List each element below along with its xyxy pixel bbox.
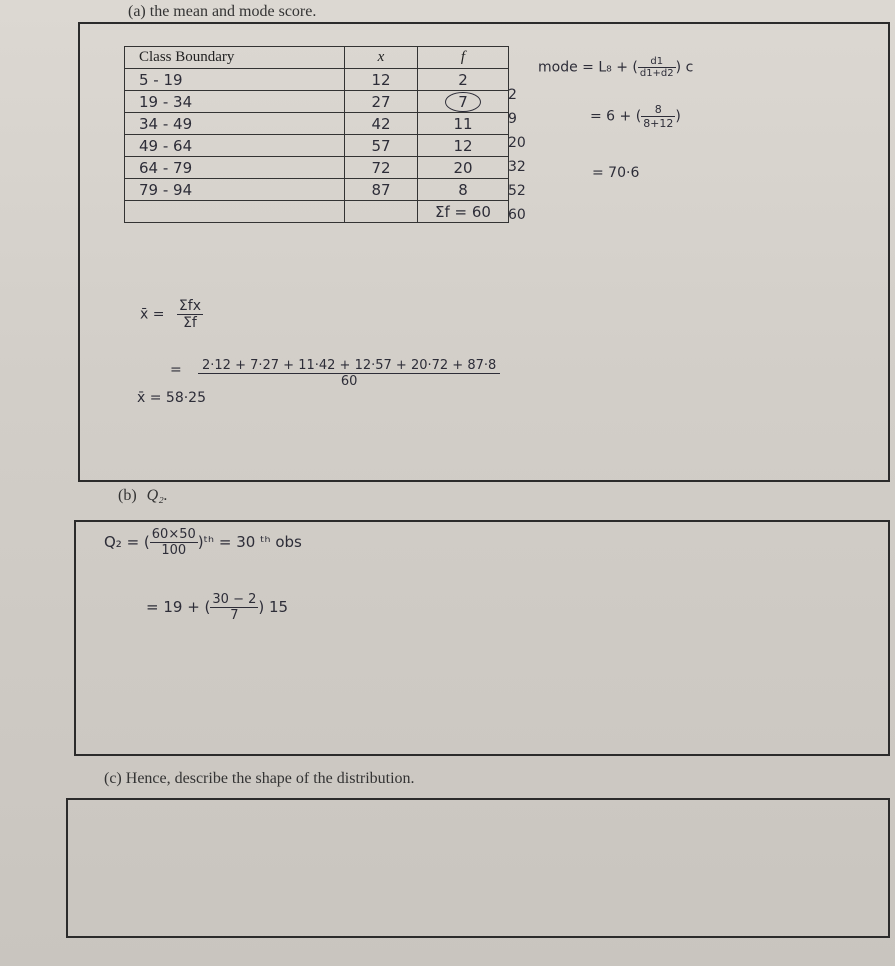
cumulative-freq: 52 — [508, 183, 526, 199]
mode-sub-fraction — [641, 103, 675, 130]
median-calculation — [146, 592, 288, 623]
mean-eq-sign: = — [170, 362, 182, 378]
mean-fraction-num: Σfx — [178, 298, 201, 314]
median-calc-num: 30 − 2 — [212, 592, 257, 607]
median-calc-tail: ) 15 — [258, 598, 289, 616]
median-position-num: 60×50 — [151, 527, 196, 542]
mode-fraction-den: d1+d2 — [639, 68, 674, 79]
mode-fraction — [638, 56, 676, 79]
median-position-tail: )ᵗʰ = 30 ᵗʰ obs — [197, 533, 302, 551]
median-position-den: 100 — [161, 543, 187, 558]
median-position — [104, 527, 302, 558]
table-row — [125, 135, 509, 157]
mean-fraction-den: Σf — [183, 315, 197, 331]
mode-substitution — [590, 103, 681, 130]
mean-fraction — [177, 298, 203, 331]
question-c: (c) Hence, describe the shape of the distribution. — [104, 770, 415, 787]
cumulative-freq: 32 — [508, 159, 526, 175]
mean-result: x̄ = 58·25 — [137, 390, 206, 406]
cell-x: 12 — [345, 69, 418, 91]
mean-expression-num: 2·12 + 7·27 + 11·42 + 12·57 + 20·72 + 87·8 — [198, 358, 500, 374]
cell-class: 19 - 34 — [125, 91, 345, 113]
mode-result: = 70·6 — [592, 165, 640, 181]
mode-formula-tail: ) c — [675, 59, 694, 76]
mode-sub-tail: ) — [675, 108, 681, 125]
cell-class: 34 - 49 — [125, 113, 345, 135]
cell-class: 64 - 79 — [125, 157, 345, 179]
cell-f: 11 — [418, 113, 509, 135]
cumulative-freq: 9 — [508, 111, 517, 127]
cell-x: 57 — [345, 135, 418, 157]
frequency-table — [124, 46, 509, 223]
median-calc-den: 7 — [230, 608, 239, 623]
cell-f-circled — [418, 91, 509, 113]
mode-formula-lead: mode = L₈ + ( — [538, 59, 638, 76]
mean-expression-fraction — [198, 358, 500, 389]
header-class-boundary: Class Boundary — [125, 47, 345, 69]
mode-sub-lead: = 6 + ( — [590, 108, 642, 125]
cell-x: 42 — [345, 113, 418, 135]
cell-x: 27 — [345, 91, 418, 113]
table-header-row — [125, 47, 509, 69]
cumulative-freq: 60 — [508, 207, 526, 223]
mode-fraction-num: d1 — [638, 56, 676, 68]
cumulative-freq: 20 — [508, 135, 526, 151]
mode-sub-num: 8 — [641, 103, 675, 117]
mean-label: x̄ = — [140, 306, 165, 323]
table-row — [125, 113, 509, 135]
cell-f: 8 — [418, 179, 509, 201]
table-row — [125, 69, 509, 91]
cell-f: 2 — [418, 69, 509, 91]
question-b-var: Q₂. — [146, 487, 168, 504]
median-calc-lead: = 19 + ( — [146, 598, 211, 616]
mode-formula — [538, 56, 693, 79]
cumulative-freq: 2 — [508, 87, 517, 103]
question-b — [118, 487, 168, 505]
cell-empty — [345, 201, 418, 223]
answer-box-c — [66, 798, 890, 938]
mean-expression-den: 60 — [340, 374, 358, 389]
cell-empty — [125, 201, 345, 223]
cell-f: 12 — [418, 135, 509, 157]
table-row — [125, 157, 509, 179]
circled-frequency: 7 — [445, 92, 481, 112]
header-x: x — [345, 47, 418, 69]
table-total-row — [125, 201, 509, 223]
mean-formula — [140, 298, 203, 331]
mode-sub-den: 8+12 — [643, 117, 674, 130]
cell-class: 5 - 19 — [125, 69, 345, 91]
cell-class: 49 - 64 — [125, 135, 345, 157]
table-row — [125, 179, 509, 201]
mean-expression — [198, 358, 500, 389]
median-position-fraction — [150, 527, 198, 558]
cell-class: 79 - 94 — [125, 179, 345, 201]
cell-x: 72 — [345, 157, 418, 179]
question-a: (a) the mean and mode score. — [128, 3, 317, 20]
header-f: f — [418, 47, 509, 69]
table-row — [125, 91, 509, 113]
median-calc-fraction — [210, 592, 258, 623]
cell-f: 20 — [418, 157, 509, 179]
cell-sum-f: Σf = 60 — [418, 201, 509, 223]
question-b-label: (b) — [118, 487, 137, 504]
cell-x: 87 — [345, 179, 418, 201]
median-position-lead: Q₂ = ( — [104, 533, 150, 551]
